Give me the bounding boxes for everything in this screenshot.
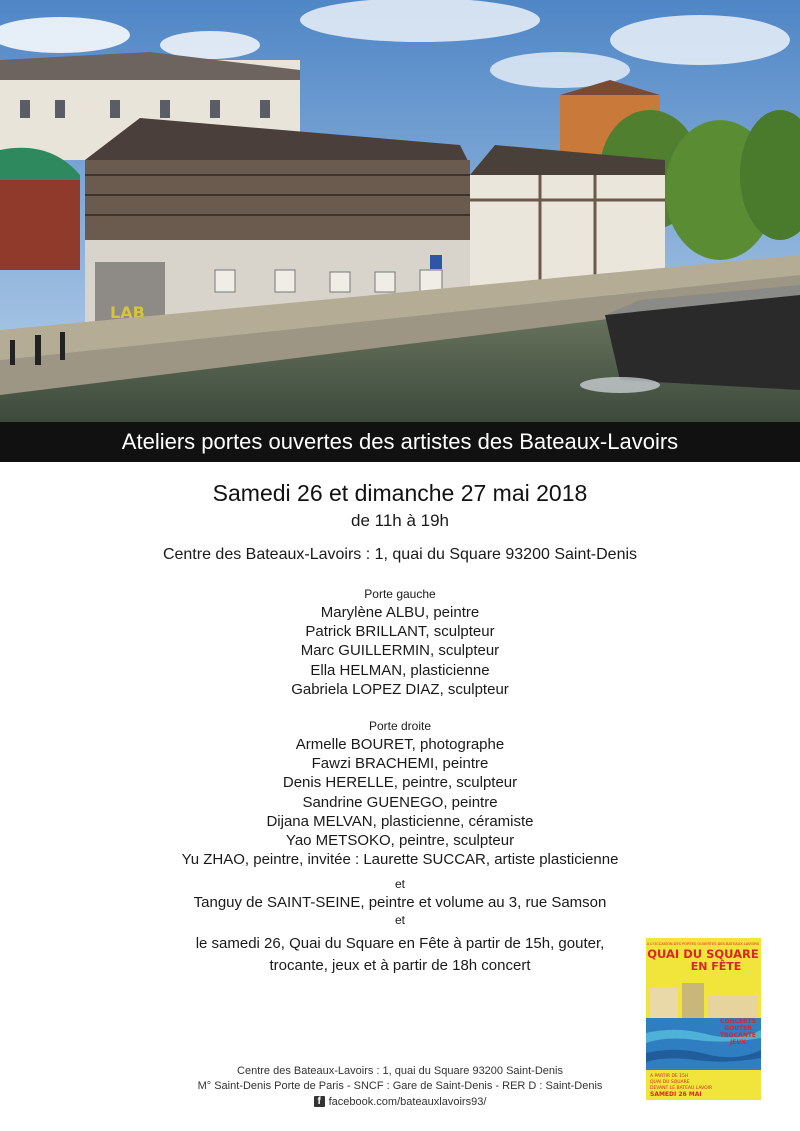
artist-line: Marylène ALBU, peintre xyxy=(320,604,480,621)
poster-activities-2: GOUTER xyxy=(724,1025,752,1032)
poster-bottom-4: SAMEDI 26 MAI xyxy=(650,1091,702,1098)
artist-line: Fawzi BRACHEMI, peintre xyxy=(311,755,489,773)
poster-activities-3: TROCANTE xyxy=(719,1032,757,1039)
poster-activities-4: JEUX xyxy=(730,1039,746,1046)
artist-line: Marc GUILLERMIN, sculpteur xyxy=(300,642,500,660)
fete-line-2: trocante, jeux et à partir de 18h concert xyxy=(269,957,531,974)
artist-line: Patrick BRILLANT, sculpteur xyxy=(305,623,495,641)
poster-bottom-2: QUAI DU SQUARE xyxy=(650,1080,690,1085)
artist-line: Ella HELMAN, plasticienne xyxy=(310,661,490,679)
artist-line: Yu ZHAO, peintre, invitée : Laurette SUCCAR, artiste plasticienne xyxy=(181,851,619,869)
conjunction-et: et xyxy=(394,913,405,927)
conjunction-et: et xyxy=(394,877,405,891)
artist-line: Yao METSOKO, peintre, sculpteur xyxy=(285,832,515,850)
footer-address: Centre des Bateaux-Lavoirs : 1, quai du Square 93200 Saint-Denis xyxy=(237,1065,563,1077)
poster-title-2: EN FÊTE xyxy=(690,960,742,973)
footer-transport: M° Saint-Denis Porte de Paris - SNCF : Gare de Saint-Denis - RER D : Saint-Denis xyxy=(197,1080,603,1092)
banner-title: Ateliers portes ouvertes des artistes des Bateaux-Lavoirs xyxy=(0,422,800,462)
poster-activities-1: CONCERTS xyxy=(720,1018,756,1025)
facebook-icon: f xyxy=(314,1096,325,1107)
header-photo xyxy=(0,0,800,422)
tanguy-line: Tanguy de SAINT-SEINE, peintre et volume au 3, rue Samson xyxy=(193,894,607,911)
artist-line: Dijana MELVAN, plasticienne, céramiste xyxy=(266,812,534,830)
facebook-link[interactable]: facebook.com/bateauxlavoirs93/ xyxy=(328,1095,487,1108)
fete-line-1: le samedi 26, Quai du Square en Fête à partir de 15h, gouter, xyxy=(195,935,605,952)
event-venue: Centre des Bateaux-Lavoirs : 1, quai du Square 93200 Saint-Denis xyxy=(162,546,638,563)
footer-facebook-row xyxy=(0,1095,800,1108)
poster-title-1: QUAI DU SQUARE xyxy=(647,947,759,961)
artist-line: Armelle BOURET, photographe xyxy=(295,736,505,753)
left-door-title: Porte gauche xyxy=(364,587,436,601)
left-door-section xyxy=(0,586,800,699)
artist-line: Sandrine GUENEGO, peintre xyxy=(302,793,498,811)
artist-line: Gabriela LOPEZ DIAZ, sculpteur xyxy=(291,680,509,698)
right-door-title: Porte droite xyxy=(368,719,432,733)
poster-bottom-1: A PARTIR DE 15H xyxy=(650,1074,689,1079)
event-dates: Samedi 26 et dimanche 27 mai 2018 xyxy=(212,480,588,506)
poster-bottom-3: DEVANT LE BATEAU LAVOIR xyxy=(650,1086,713,1091)
svg-text:LAB: LAB xyxy=(110,303,145,322)
canal-photo xyxy=(0,0,800,422)
poster-header: A L'OCCASION DES PORTES OUVERTES DES BATEAUX LAVOIRS xyxy=(646,942,760,946)
right-door-section xyxy=(0,718,800,869)
artist-line: Denis HERELLE, peintre, sculpteur xyxy=(282,774,518,792)
event-hours: de 11h à 19h xyxy=(351,511,449,530)
